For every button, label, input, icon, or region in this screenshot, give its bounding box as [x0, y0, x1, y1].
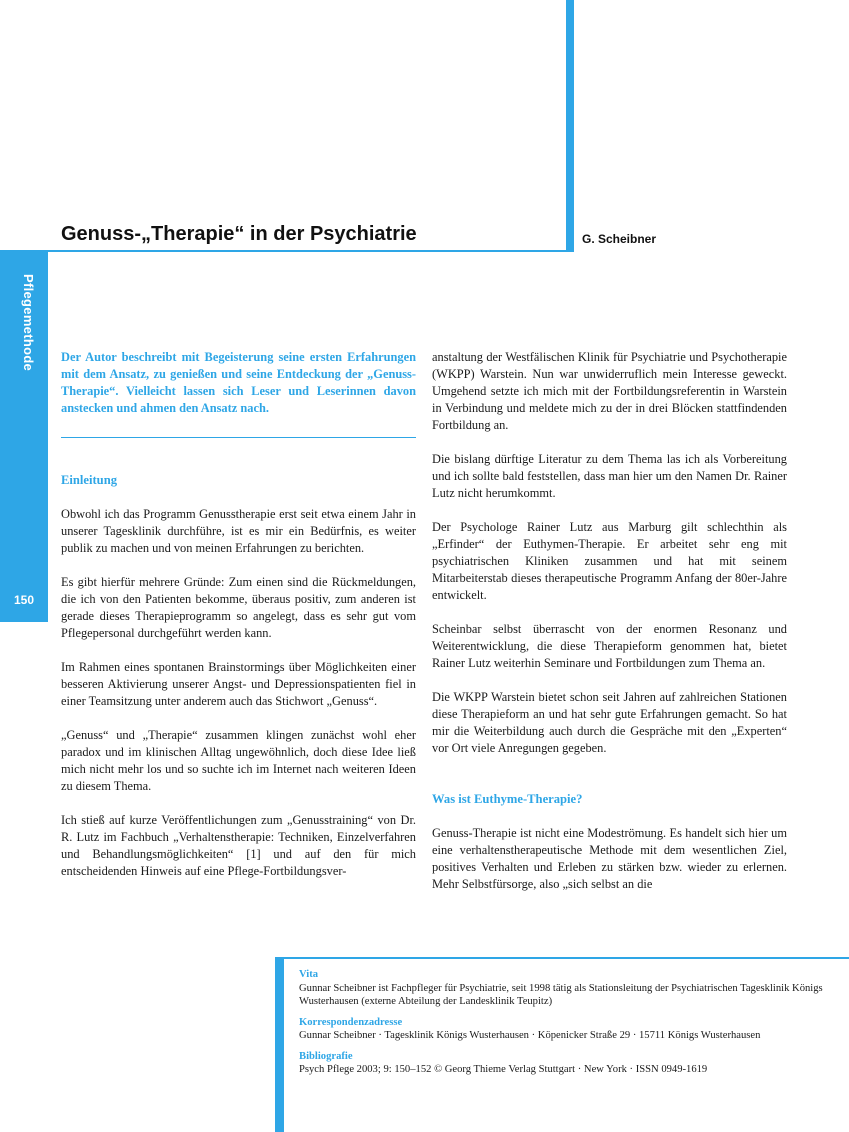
left-column — [61, 349, 416, 897]
abstract-divider — [61, 437, 416, 438]
korrespondenz-block — [299, 1016, 839, 1043]
korrespondenz-text: Gunnar Scheibner · Tagesklinik Königs Wusterhausen · Köpenicker Straße 29 · 15711 Königs Wusterhausen — [299, 1030, 761, 1041]
top-accent-bar — [566, 0, 574, 252]
title-rule — [0, 250, 574, 252]
paragraph: Der Psychologe Rainer Lutz aus Marburg gilt schlechthin als „Erfinder“ der Euthymen-Therapie. Er arbeitet sehr eng mit psychiatrischen Kliniken zusammen und hat mit seinem Mitarbeiterstab dieses therapeutische Programm Anfang der 80er-Jahre entwickelt. — [432, 520, 787, 602]
section-heading-euthyme: Was ist Euthyme-Therapie? — [432, 792, 583, 806]
abstract: Der Autor beschreibt mit Begeisterung seine ersten Erfahrungen mit dem Ansatz, zu genießen und seine Entdeckung der „Genuss-Therapie“. Vielleicht lassen sich Leser und Leserinnen davon anstecken und ahmen den Ansatz nach. — [61, 350, 416, 415]
paragraph: Obwohl ich das Programm Genusstherapie erst seit etwa einem Jahr in unserer Tagesklinik durchführe, ist es mir ein Bedürfnis, es weiter publik zu machen und von meinen Erfahrungen zu berichten. — [61, 507, 416, 555]
bibliografie-text: Psych Pflege 2003; 9: 150–152 © Georg Thieme Verlag Stuttgart · New York · ISSN 0949-1619 — [299, 1064, 708, 1075]
right-column — [432, 349, 787, 910]
paragraph: „Genuss“ und „Therapie“ zusammen klingen zunächst wohl eher paradox und im klinischen Alltag ungewöhnlich, doch diese Idee ließ mich nicht mehr los und so suchte ich im Internet nach weiteren Ideen zu diesem Thema. — [61, 728, 416, 793]
paragraph: Die WKPP Warstein bietet schon seit Jahren auf zahlreichen Stationen diese Therapieform an und hat sehr gute Erfahrungen gemacht. So hat mir die Weiterbildung auch durch die Gespräche mit den „Experten“ vor Ort viele Anregungen gegeben. — [432, 690, 787, 755]
vita-heading: Vita — [299, 969, 319, 980]
section-heading-einleitung: Einleitung — [61, 473, 117, 487]
section-label: Pflegemethode — [21, 274, 36, 372]
paragraph: Im Rahmen eines spontanen Brainstormings über Möglichkeiten einer besseren Aktivierung unserer Angst- und Depressionspatienten fiel in einer Teamsitzung unter anderem auch das Stichwort „Genuss“. — [61, 660, 416, 708]
paragraph: Ich stieß auf kurze Veröffentlichungen zum „Genusstraining“ von Dr. R. Lutz im Fachbuch „Verhaltenstherapie: Techniken, Einzelverfahren und Behandlungsmöglichkeiten“ [1] und auf den für mich entscheidenden Hinweis auf eine Pflege-Fortbildungsver- — [61, 813, 416, 878]
paragraph: Es gibt hierfür mehrere Gründe: Zum einen sind die Rückmeldungen, die ich von den Patienten bekomme, überaus positiv, zum anderen ist gerade dieses Therapieprogramm so angelegt, dass es sehr gut vom Pflegepersonal durchgeführt werden kann. — [61, 575, 416, 640]
author-name: G. Scheibner — [582, 232, 657, 246]
paragraph: anstaltung der Westfälischen Klinik für Psychiatrie und Psychotherapie (WKPP) Warstein. Nun war unwiderruflich mein Interesse geweckt. Umgehend setzte ich mich mit der Fortbildungsreferentin in Warstein in Verbindung und meldete mich zu der in drei Blöcken stattfindenden Fortbildung an. — [432, 350, 787, 432]
korrespondenz-heading: Korrespondenzadresse — [299, 1016, 403, 1028]
article-title: Genuss-„Therapie“ in der Psychiatrie — [61, 223, 417, 245]
author-infobox — [275, 957, 849, 1132]
vita-block — [299, 968, 839, 1009]
paragraph: Scheinbar selbst überrascht von der enormen Resonanz und Weiterentwicklung, die diese Therapieform genommen hat, bietet Rainer Lutz weiterhin Seminare und Fortbildungen zum Thema an. — [432, 622, 787, 670]
page-number: 150 — [13, 593, 35, 607]
paragraph: Die bislang dürftige Literatur zu dem Thema las ich als Vorbereitung und ich sollte bald feststellen, dass man hier um den Namen Dr. Rainer Lutz nicht herumkommt. — [432, 452, 787, 500]
bibliografie-heading: Bibliografie — [299, 1050, 353, 1062]
bibliografie-block — [299, 1050, 839, 1077]
paragraph: Genuss-Therapie ist nicht eine Modeströmung. Es handelt sich hier um eine verhaltenstherapeutische Methode mit dem wesentlichen Ziel, positives Verhalten und Erleben zu stärken bzw. wieder zu erlernen. Mehr Selbstfürsorge, also „sich selbst an die — [432, 826, 787, 891]
vita-text: Gunnar Scheibner ist Fachpfleger für Psychiatrie, seit 1998 tätig als Stationsleitung der Psychiatrischen Tagesklinik Königs Wusterhausen (externe Abteilung der Landesklinik Teupitz) — [299, 982, 823, 1007]
